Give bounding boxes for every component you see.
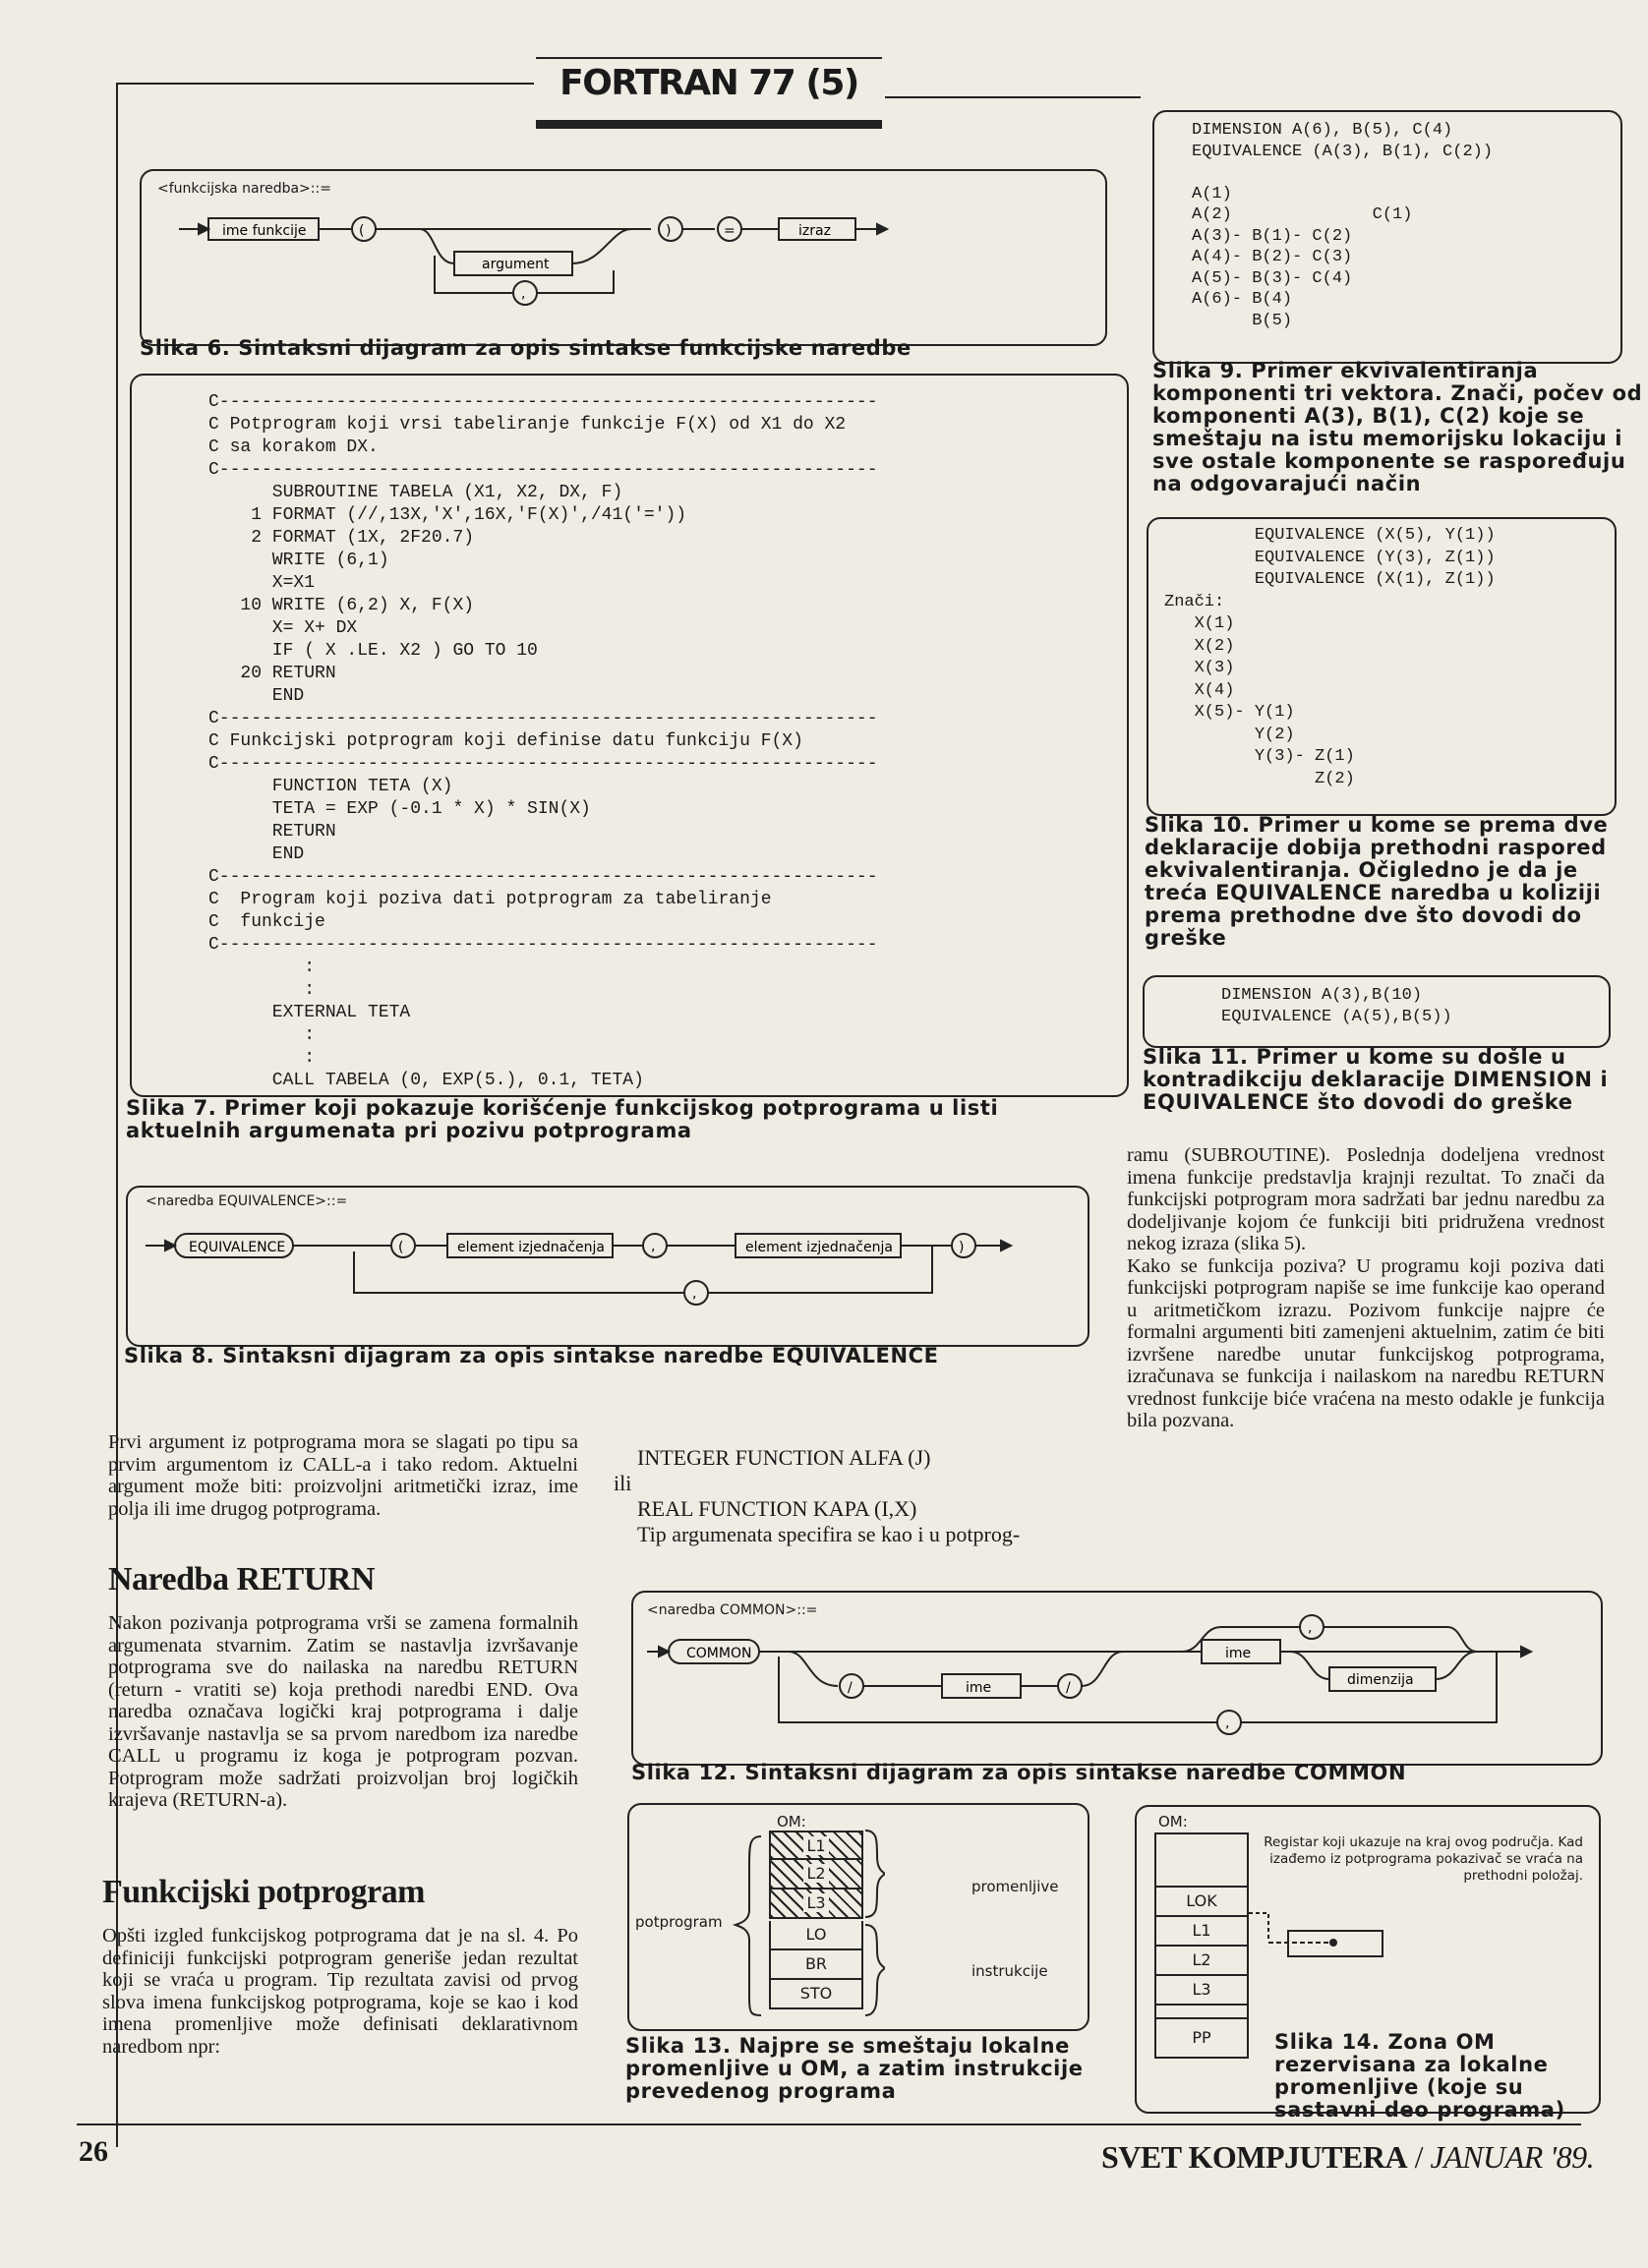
fig6-comma: , [521,286,526,302]
text-func: Opšti izgled funkcijskog potprograma dat je na sl. 4. Po definiciji funkcijski potprogram generiše jedan rezultat koji se vraća u program. Tip rezultata zavisi od prvog slova imena funkcijskog potprograma, koje se kao i kod imena promenljive može definisati deklarativnom naredbom npr: [102,1925,578,2058]
fig9-code: DIMENSION A(6), B(5), C(4) EQUIVALENCE (A(3), B(1), C(2)) A(1) A(2) C(1) A(3)- B(1)- C(2) A(4)- B(2)- C(3) A(5)- B(3)- C(4) A(6)- B(4) B(5) [1192,121,1494,330]
fig14-note: Registar koji ukazuje na kraj ovog područja. Kad izađemo iz potprograma pokazivač se vraća na prethodni položaj. [1264,1834,1583,1884]
fig13-label-instr: instrukcije [971,1962,1048,1980]
fig12-header: <naredba COMMON>::= [647,1602,818,1618]
fig14-cell-l2: L2 [1154,1947,1249,1976]
fig13-label-prog: potprogram [635,1913,723,1931]
fig12-slash1: / [848,1680,853,1696]
fig11-caption: Slika 11. Primer u kome su došle u kontradikciju deklaracije DIMENSION i EQUIVALENCE što dovodi do greške [1143,1045,1609,1114]
fig8-equiv: EQUIVALENCE [189,1240,286,1255]
footer-magazine-name: SVET KOMPJUTERA [1101,2139,1408,2175]
header-top-rule [536,57,882,59]
fig13-cell-l1: L1 [769,1831,863,1860]
fig7-caption: Slika 7. Primer koji pokazuje korišćenje funkcijskog potprograma u listi aktuelnih argumenata pri pozivu potprograma [126,1096,999,1142]
fig6-open: ( [359,223,365,239]
mid-ili: ili [614,1471,632,1495]
fig6-header: <funkcijska naredba>::= [157,181,331,197]
fig6-close: ) [666,223,672,239]
fig12-slash2: / [1066,1680,1071,1696]
text-left-args: Prvi argument iz potprograma mora se slagati po tipu sa prvim argumentom iz CALL-a i tako redom. Aktuelni argument može biti: proizvoljni aritmetički izraz, ime polja ili ime drugog potprograma. [108,1431,578,1520]
heading-func: Funkcijski potprogram [102,1874,425,1910]
fig14-pointer [1249,1888,1386,1976]
page-title: FORTRAN 77 (5) [559,63,858,103]
text-right: ramu (SUBROUTINE). Poslednja dodeljena vrednost imena funkcije predstavlja krajnji rezultat. To znači da funkcijski potprogram mora sadržati bar jednu naredbu za dodeljivanje kojom će funkciji biti pridružena vrednost nekog izraza (slika 5). Kako se funkcija poziva? U programu koji poziva dati funkcijski potprogram napiše se ime funkcije kao operand u aritmetičkom izrazu. Pozivom funkcije najpre će formalni argumenti biti zamenjeni aktuelnim, zatim će biti izvršene naredbe unutar funkcijskog potprograma, izračunava se funkcija i nailaskom na naredbu RETURN vrednost funkcije biće vraćena na mesto odakle je funkcija bila pozvana. [1127,1144,1605,1431]
fig14-stack [1154,1832,1249,2068]
fig13-cell-l2: L2 [769,1860,863,1890]
mid-line2: REAL FUNCTION KAPA (I,X) [637,1496,917,1521]
fig12-caption: Slika 12. Sintaksni dijagram za opis sintakse naredbe COMMON [631,1761,1407,1784]
fig12-comma2: , [1225,1716,1230,1731]
mid-line1: INTEGER FUNCTION ALFA (J) [637,1445,931,1470]
fig12-common: COMMON [686,1646,752,1661]
fig12-diagram [631,1612,1599,1760]
fig8-header: <naredba EQUIVALENCE>::= [146,1193,348,1209]
fig13-cell-sto: STO [769,1980,863,2009]
fig14-cell-pp: PP [1154,2019,1249,2059]
fig12-dim: dimenzija [1347,1672,1414,1688]
footer-rule [77,2123,1581,2125]
fig14-cell-l3: L3 [1154,1976,1249,2006]
fig6-caption: Slika 6. Sintaksni dijagram za opis sintakse funkcijske naredbe [140,336,912,360]
page-number: 26 [79,2135,108,2168]
fig8-el2: element izjednačenja [745,1240,893,1255]
fig14-cell-lok: LOK [1154,1888,1249,1917]
fig13-label-prom: promenljive [971,1878,1059,1895]
fig8-comma: , [651,1239,656,1254]
fig14-caption: Slika 14. Zona OM rezervisana za lokalne promenljive (koje su sastavni deo programa) [1274,2030,1565,2122]
fig12-comma1: , [1308,1620,1313,1636]
fig10-code: EQUIVALENCE (X(5), Y(1)) EQUIVALENCE (Y(3), Z(1)) EQUIVALENCE (X(1), Z(1)) Znači: X(1) X(2) X(3) X(4) X(5)- Y(1) Y(2) Y(3)- Z(1) Z(2) [1164,526,1496,788]
fig13-cell-l3: L3 [769,1890,863,1919]
fig11-code: DIMENSION A(3),B(10) EQUIVALENCE (A(5),B(5)) [1221,986,1452,1026]
footer-sep: / [1407,2139,1431,2175]
header-bottom-rule [536,120,882,129]
fig10-caption: Slika 10. Primer u kome se prema dve deklaracije dobija prethodni raspored ekvivalentiranja. Očigledno je da je treća EQUIVALENCE naredba u koliziji prema prethodne dve što dovodi do greške [1145,813,1609,950]
fig14-cell-l1: L1 [1154,1917,1249,1947]
fig12-ime1: ime [966,1680,992,1696]
fig6-ime: ime funkcije [222,223,307,239]
header-left-rule [116,83,534,85]
fig6-argument: argument [482,257,550,272]
heading-return: Naredba RETURN [108,1561,376,1598]
fig7-code: C-------------------------------------------------------------- C Potprogram koji vrsi tabeliranje funkcije F(X) od X1 do X2 C sa korakom DX. C-------------------------------------------------------------- SUBROUTINE TABELA (X1, X2, DX, F) 1 FORMAT (//,13X,'X',16X,'F(X)',/41('=')) 2 FORMAT (1X, 2F20.7) WRITE (6,1) X=X1 10 WRITE (6,2) X, F(X) X= X+ DX IF ( X .LE. X2 ) GO TO 10 20 RETURN END C-------------------------------------------------------------- C Funkcijski potprogram koji definise datu funkciju F(X) C-------------------------------------------------------------- FUNCTION TETA (X) TETA = EXP (-0.1 * X) * SIN(X) RETURN END C-------------------------------------------------------------- C Program koji poziva dati potprogram za tabeliranje C funkcije C-------------------------------------------------------------- : : EXTERNAL TETA : : CALL TABELA (0, EXP(5.), 0.1, TETA) [208,392,878,1090]
fig6-eq: = [724,223,736,239]
fig8-comma2: , [692,1286,697,1302]
text-return: Nakon pozivanja potprograma vrši se zamena formalnih argumenata stvarnim. Zatim se nastavlja izvršavanje potprograma sve do nailaska na naredbu RETURN (return - vratiti se) koja prethodi naredbi END. Ova naredba označava logički kraj potprograma i dalje izvršavanje nastavlja se sa prvom naredbom iza naredbe CALL u programu iz koga je potprogram pozvan. Potprogram može sadržati proizvoljan broj logičkih krajeva (RETURN-a). [108,1612,578,1811]
fig12-ime2: ime [1225,1646,1252,1661]
fig13-cell-lo: LO [769,1921,863,1950]
mid-line3: Tip argumenata specifira se kao i u potprog- [637,1522,1021,1546]
footer-magazine [1101,2139,1594,2176]
header-left-vrule [116,83,118,2147]
fig14-cell-empty1 [1154,1832,1249,1888]
header-right-rule [885,96,1141,98]
fig8-el1: element izjednačenja [457,1240,605,1255]
fig14-om: OM: [1158,1813,1188,1831]
fig13-cell-br: BR [769,1950,863,1980]
fig13-braces [728,1827,885,2023]
fig13-caption: Slika 13. Najpre se smeštaju lokalne promenljive u OM, a zatim instrukcije prevedenog programa [625,2034,1084,2103]
fig6-izraz: izraz [798,223,831,239]
fig8-close: ) [959,1240,965,1255]
fig14-cell-empty2 [1154,2006,1249,2019]
fig6-diagram [140,197,1103,334]
footer-issue: JANUAR '89. [1430,2139,1595,2175]
fig8-diagram [126,1214,1086,1332]
fig13-om: OM: [777,1813,806,1831]
fig8-open: ( [398,1240,404,1255]
fig8-caption: Slika 8. Sintaksni dijagram za opis sintakse naredbe EQUIVALENCE [124,1344,939,1367]
fig9-caption: Slika 9. Primer ekvivalentiranja komponenti tri vektora. Znači, počev od komponenti A(3), B(1), C(2) koje se smeštaju na istu memorijsku lokaciju i sve ostale komponente se raspoređuju na odgovarajući način [1152,359,1643,495]
